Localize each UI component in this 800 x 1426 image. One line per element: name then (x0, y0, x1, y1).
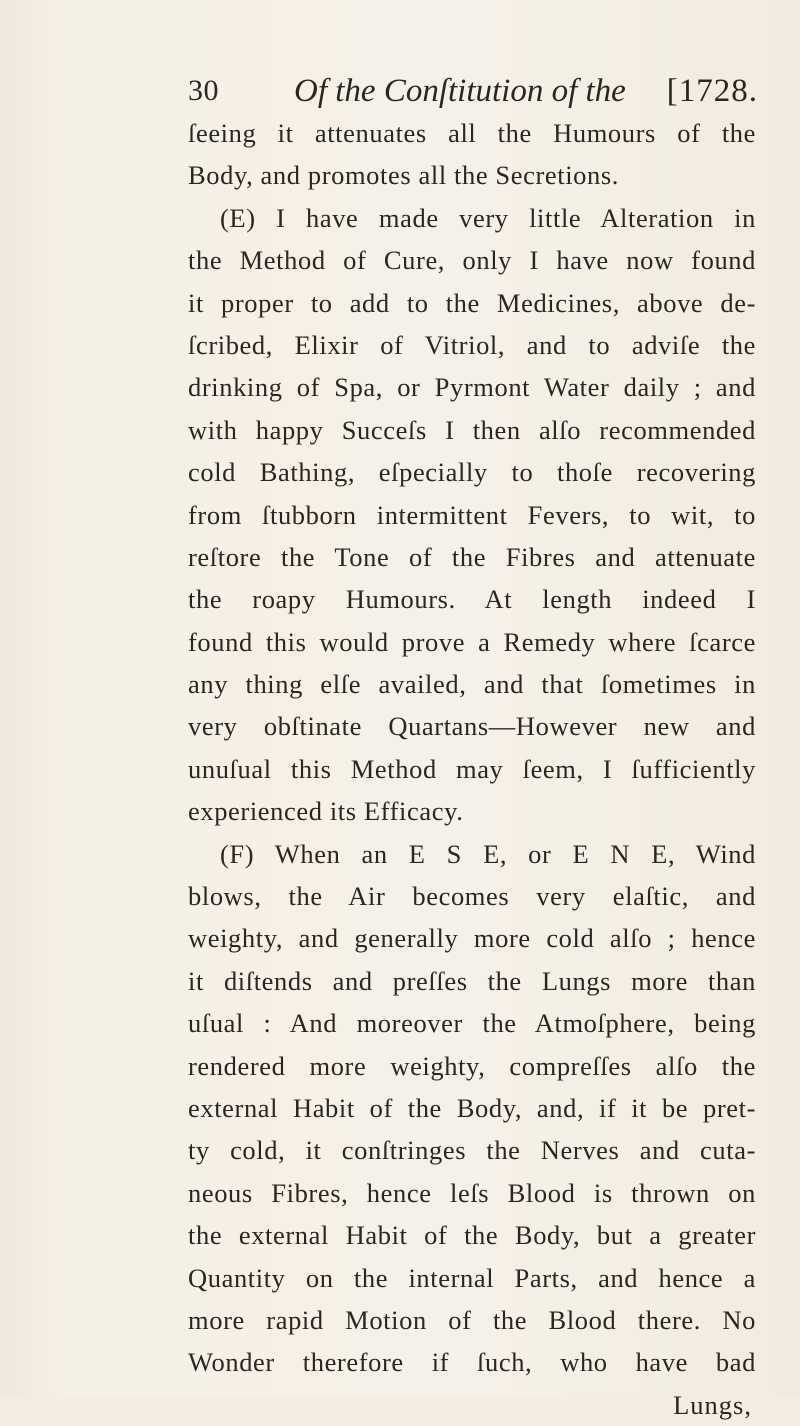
text-line: drinking of Spa, or Pyrmont Water daily ; and (188, 372, 756, 403)
text-line: the external Habit of the Body, but a greater (188, 1220, 756, 1251)
text-line: ty cold, it conſtringes the Nerves and cuta- (188, 1135, 756, 1166)
page-number: 30 (188, 74, 219, 107)
text-line: neous Fibres, hence leſs Blood is thrown on (188, 1177, 756, 1208)
text-line: from ſtubborn intermittent Fevers, to wit, to (188, 499, 756, 530)
text-line: ſeeing it attenuates all the Humours of the (188, 118, 756, 148)
text-line: cold Bathing, eſpecially to thoſe recovering (188, 457, 756, 488)
text-line: the roapy Humours. At length indeed I (188, 584, 756, 615)
catchword: Lungs, (673, 1389, 752, 1420)
text-line: external Habit of the Body, and, if it be pret- (188, 1092, 756, 1123)
text-line: unuſual this Method may ſeem, I ſufficiently (188, 753, 756, 784)
text-line: with happy Succeſs I then alſo recommended (188, 414, 756, 445)
text-line: reſtore the Tone of the Fibres and attenuate (188, 541, 756, 572)
paragraph-f-start: (F) When an E S E, or E N E, Wind (220, 838, 756, 869)
body-text (188, 112, 756, 1426)
paragraph-e-start: (E) I have made very little Alteration in (220, 202, 756, 233)
text-line: Wonder therefore if ſuch, who have bad (188, 1347, 756, 1378)
text-line: blows, the Air becomes very elaſtic, and (188, 881, 756, 912)
text-line: more rapid Motion of the Blood there. No (188, 1304, 756, 1335)
text-line: it diſtends and preſſes the Lungs more than (188, 965, 756, 996)
text-line: found this would prove a Remedy where ſcarce (188, 626, 756, 657)
text-line: any thing elſe availed, and that ſometimes in (188, 669, 756, 700)
text-line: experienced its Efficacy. (188, 796, 464, 827)
running-title: Of the Conſtitution of the (294, 73, 626, 109)
text-line: Body, and promotes all the Secretions. (188, 160, 620, 191)
running-year: [1728. (666, 73, 758, 109)
text-line: rendered more weighty, compreſſes alſo the (188, 1050, 756, 1081)
text-line: the Method of Cure, only I have now found (188, 245, 756, 276)
text-line: weighty, and generally more cold alſo ; hence (188, 923, 756, 954)
text-line: it proper to add to the Medicines, above de- (188, 287, 756, 318)
text-line: ſcribed, Elixir of Vitriol, and to adviſe the (188, 329, 756, 360)
catchword-line (188, 1384, 756, 1426)
text-line: Quantity on the internal Parts, and hence a (188, 1262, 756, 1293)
text-line: very obſtinate Quartans—However new and (188, 711, 756, 742)
text-line: uſual : And moreover the Atmoſphere, being (188, 1008, 756, 1039)
page-header (188, 66, 758, 116)
